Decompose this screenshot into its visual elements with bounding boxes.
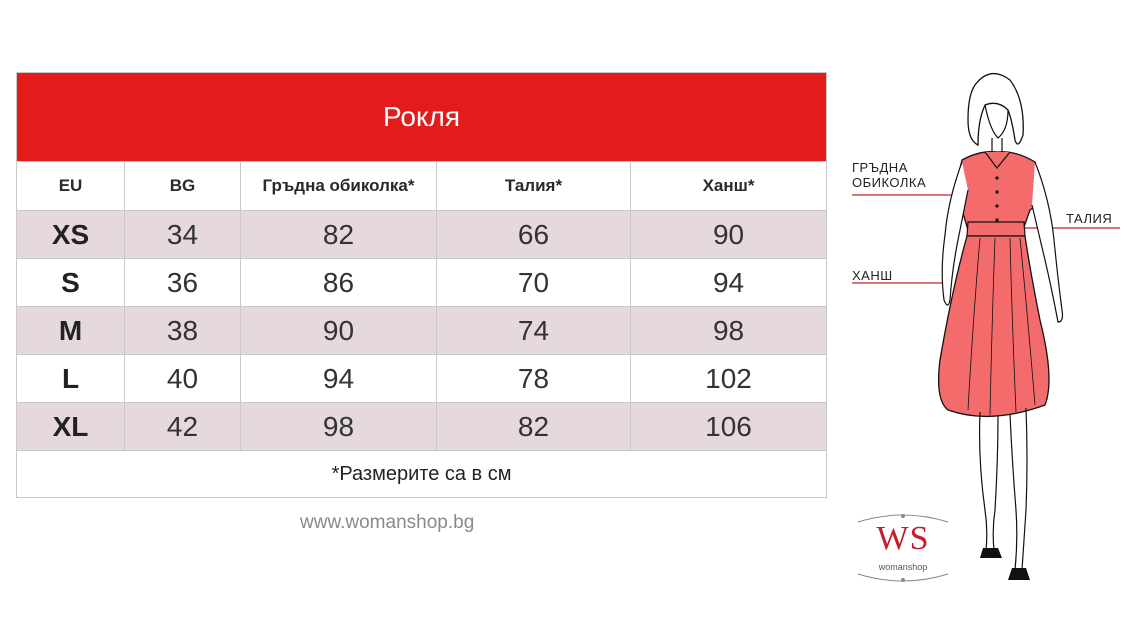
waist-label: ТАЛИЯ <box>1066 211 1113 226</box>
hips-cell: 98 <box>631 307 827 355</box>
size-table <box>16 72 827 498</box>
size-eu-cell: L <box>17 355 125 403</box>
waist-cell: 70 <box>437 259 631 307</box>
size-eu-cell: M <box>17 307 125 355</box>
waist-cell: 74 <box>437 307 631 355</box>
hips-cell: 106 <box>631 403 827 451</box>
size-bg-cell: 40 <box>125 355 241 403</box>
header-waist: Талия* <box>437 162 631 211</box>
header-eu: EU <box>17 162 125 211</box>
table-row <box>17 211 827 259</box>
table-row <box>17 355 827 403</box>
header-bust: Гръдна обиколка* <box>241 162 437 211</box>
table-row <box>17 403 827 451</box>
hips-cell: 102 <box>631 355 827 403</box>
size-eu-cell: XS <box>17 211 125 259</box>
bust-cell: 82 <box>241 211 437 259</box>
size-bg-cell: 34 <box>125 211 241 259</box>
table-note-row <box>17 451 827 498</box>
table-header-row <box>17 162 827 211</box>
size-note: *Размерите са в см <box>17 451 827 498</box>
table-row <box>17 307 827 355</box>
logo-subtext: womanshop <box>878 562 928 572</box>
bust-cell: 98 <box>241 403 437 451</box>
waist-cell: 82 <box>437 403 631 451</box>
size-eu-cell: XL <box>17 403 125 451</box>
logo-text: WS <box>876 520 930 557</box>
hips-cell: 90 <box>631 211 827 259</box>
bust-cell: 86 <box>241 259 437 307</box>
size-bg-cell: 36 <box>125 259 241 307</box>
header-bg: BG <box>125 162 241 211</box>
size-bg-cell: 42 <box>125 403 241 451</box>
womanshop-logo <box>848 510 958 585</box>
size-eu-cell: S <box>17 259 125 307</box>
table-title-row <box>17 73 827 162</box>
bust-cell: 94 <box>241 355 437 403</box>
size-bg-cell: 38 <box>125 307 241 355</box>
waist-cell: 78 <box>437 355 631 403</box>
hips-label: ХАНШ <box>852 268 893 283</box>
hips-cell: 94 <box>631 259 827 307</box>
bust-label: ГРЪДНА ОБИКОЛКА <box>852 160 927 190</box>
website-link[interactable]: www.womanshop.bg <box>300 512 475 533</box>
waist-cell: 66 <box>437 211 631 259</box>
table-title: Рокля <box>17 73 827 162</box>
table-row <box>17 259 827 307</box>
header-hips: Ханш* <box>631 162 827 211</box>
bust-cell: 90 <box>241 307 437 355</box>
